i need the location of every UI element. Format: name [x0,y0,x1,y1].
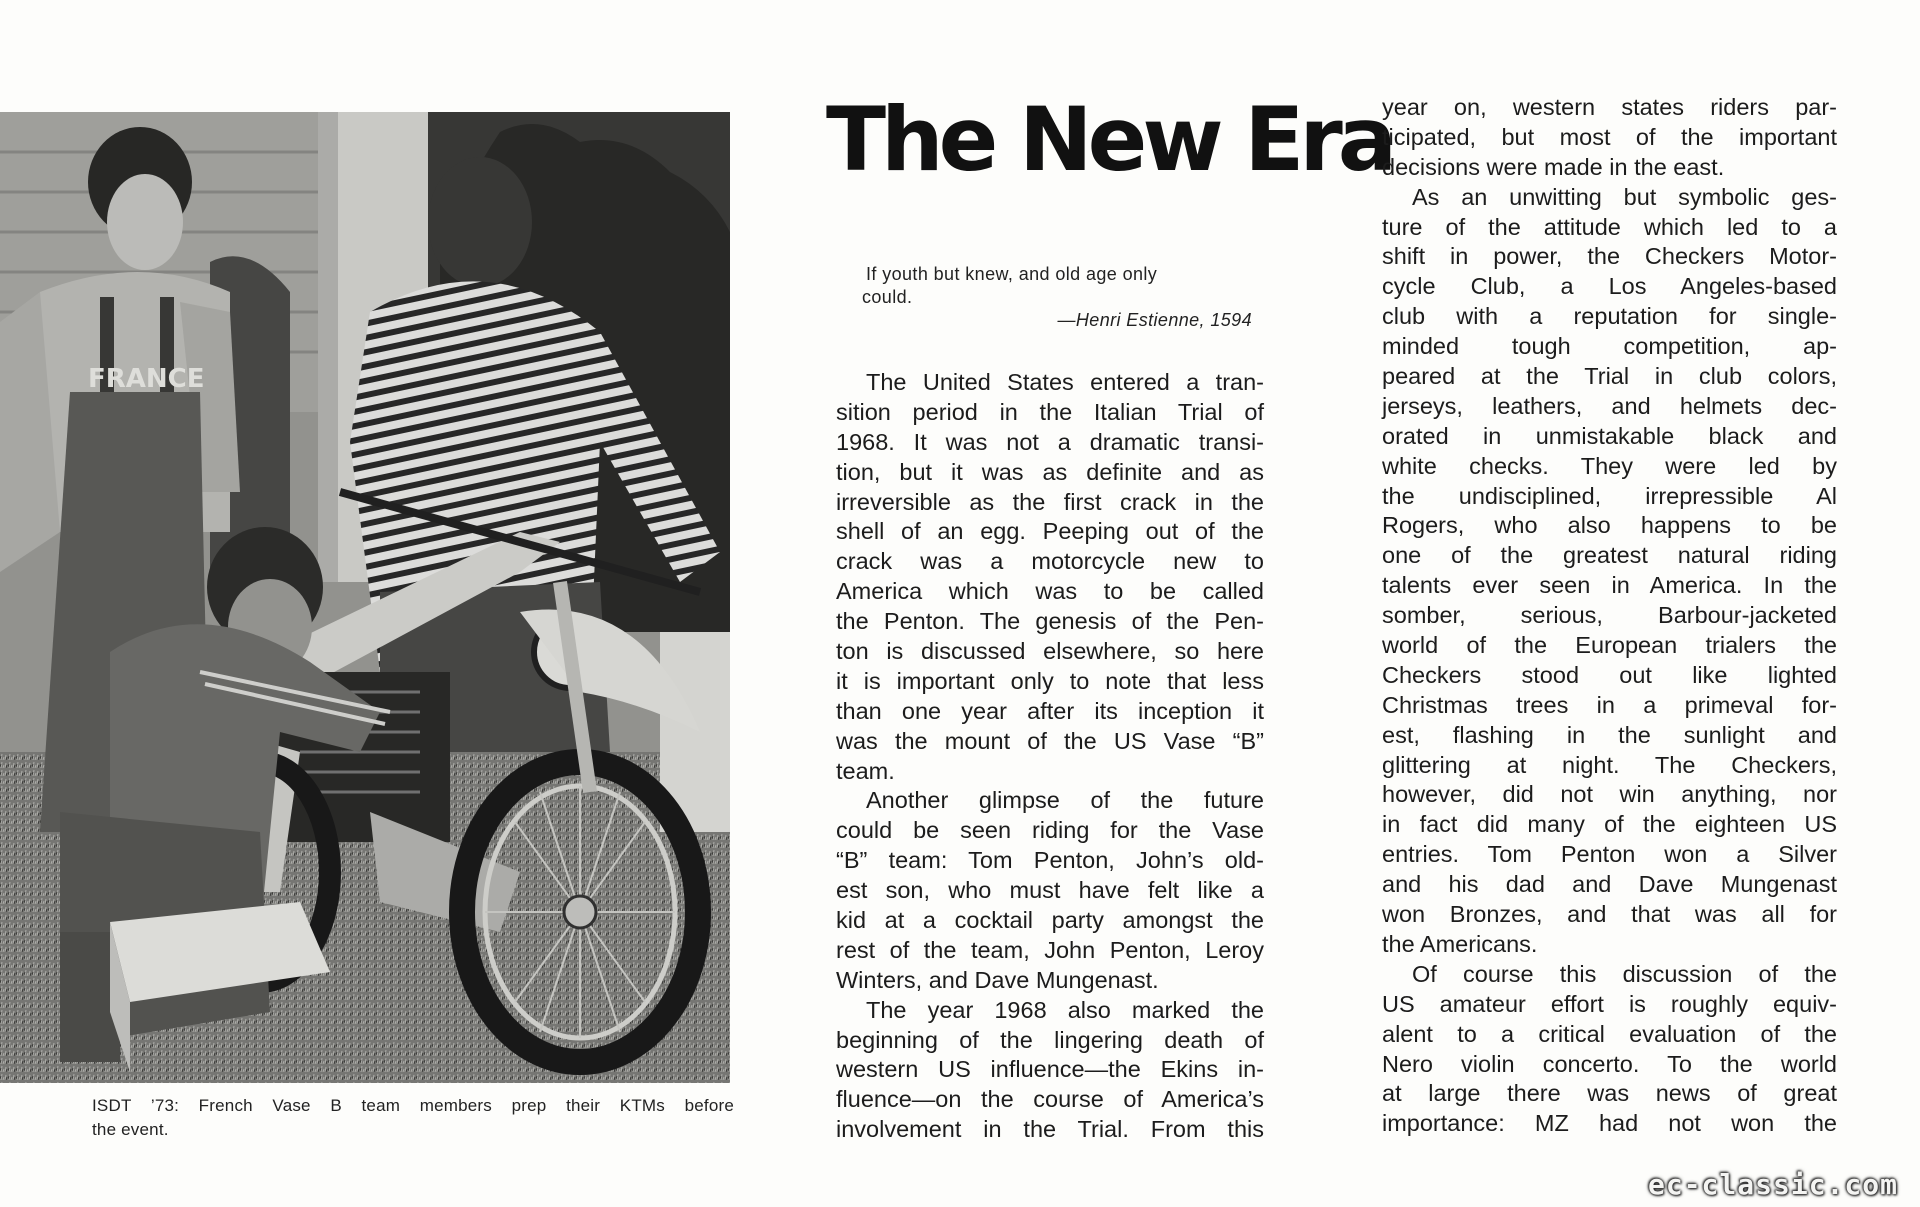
caption-line: the event. [92,1120,169,1139]
text-line: beginning of the lingering death of [836,1026,1264,1053]
text-line: world of the European trialers the [1382,632,1837,659]
body-column-right [1382,93,1837,1139]
text-line: at large there was news of great [1382,1080,1837,1107]
text-line: Of course this discussion of the [1412,960,1837,987]
article-photo [0,112,730,1083]
photo-caption [92,1094,734,1142]
text-line: glittering at night. The Checkers, [1382,751,1837,778]
text-line: minded tough competition, ap- [1382,333,1837,360]
text-line: than one year after its inception it [836,697,1264,724]
text-line: decisions were made in the east. [1382,153,1725,180]
text-line: however, did not win anything, nor [1382,781,1837,808]
text-line: irreversible as the first crack in the [836,488,1264,515]
article-title: The New Era [826,88,1393,191]
text-line: could be seen riding for the Vase [836,817,1264,844]
text-line: team. [836,757,895,784]
text-line: ton is discussed elsewhere, so here [836,638,1264,665]
text-line: 1968. It was not a dramatic transi- [836,428,1264,455]
text-line: sition period in the Italian Trial of [836,398,1264,425]
text-line: jerseys, leathers, and helmets dec- [1382,392,1837,419]
text-line: was the mount of the US Vase “B” [836,727,1264,754]
text-line: cycle Club, a Los Angeles-based [1382,273,1837,300]
text-line: tion, but it was as definite and as [836,458,1264,485]
text-line: entries. Tom Penton won a Silver [1382,841,1837,868]
text-line: Checkers stood out like lighted [1382,661,1837,688]
text-line: white checks. They were led by [1382,452,1837,479]
text-line: shell of an egg. Peeping out of the [836,518,1264,545]
text-line: western US influence—the Ekins in- [836,1056,1264,1083]
epigraph-attribution: —Henri Estienne, 1594 [1057,310,1252,330]
text-line: club with a reputation for single- [1382,303,1837,330]
caption-line: ISDT ’73: French Vase B team members prep their KTMs before [92,1096,734,1115]
text-line: fluence—on the course of America’s [836,1086,1264,1113]
text-line: peared at the Trial in club colors, [1382,363,1837,390]
text-line: importance: MZ had not won the [1382,1110,1837,1137]
text-line: The United States entered a tran- [866,369,1264,395]
text-line: Nero violin concerto. To the world [1382,1050,1837,1077]
text-line: orated in unmistakable black and [1382,422,1837,449]
text-line: US amateur effort is roughly equiv- [1382,990,1837,1017]
text-line: The year 1968 also marked the [866,996,1264,1023]
text-line: Another glimpse of the future [866,787,1264,814]
text-line: ture of the attitude which led to a [1382,213,1837,240]
text-line: talents ever seen in America. In the [1382,572,1837,599]
text-line: “B” team: Tom Penton, John’s old- [836,847,1264,874]
text-line: somber, serious, Barbour-jacketed [1382,602,1837,629]
text-line: est, flashing in the sunlight and [1382,721,1837,748]
text-line: involvement in the Trial. From this [836,1116,1264,1143]
text-line: Christmas trees in a primeval for- [1382,691,1837,718]
text-line: As an unwitting but symbolic ges- [1412,183,1837,210]
epigraph-line: could. [862,287,913,307]
text-line: alent to a critical evaluation of the [1382,1020,1837,1047]
shirt-lettering: FRANCE [88,364,205,394]
text-line: in fact did many of the eighteen US [1382,811,1837,838]
text-line: crack was a motorcycle new to [836,548,1264,575]
text-line: kid at a cocktail party amongst the [836,907,1264,934]
epigraph [862,263,1252,332]
text-line: Winters, and Dave Mungenast. [836,966,1159,993]
photo-illustration [0,112,730,1083]
text-line: the Penton. The genesis of the Pen- [836,608,1264,635]
text-line: ticipated, but most of the important [1382,123,1837,150]
text-line: one of the greatest natural riding [1382,542,1837,569]
text-line: est son, who must have felt like a [836,877,1264,904]
site-watermark: ec-classic.com [1647,1168,1898,1201]
text-line: the undisciplined, irrepressible Al [1382,482,1837,509]
text-line: Rogers, who also happens to be [1382,512,1837,539]
text-line: shift in power, the Checkers Motor- [1382,243,1837,270]
body-column-middle [836,368,1264,1145]
text-line: America which was to be called [836,578,1264,605]
text-line: the Americans. [1382,930,1538,957]
epigraph-line: If youth but knew, and old age only [866,264,1158,284]
text-line: won Bronzes, and that was all for [1382,901,1837,928]
text-line: and his dad and Dave Mungenast [1382,871,1837,898]
text-line: year on, western states riders par- [1382,94,1837,120]
text-line: it is important only to note that less [836,667,1264,694]
text-line: rest of the team, John Penton, Leroy [836,936,1264,963]
